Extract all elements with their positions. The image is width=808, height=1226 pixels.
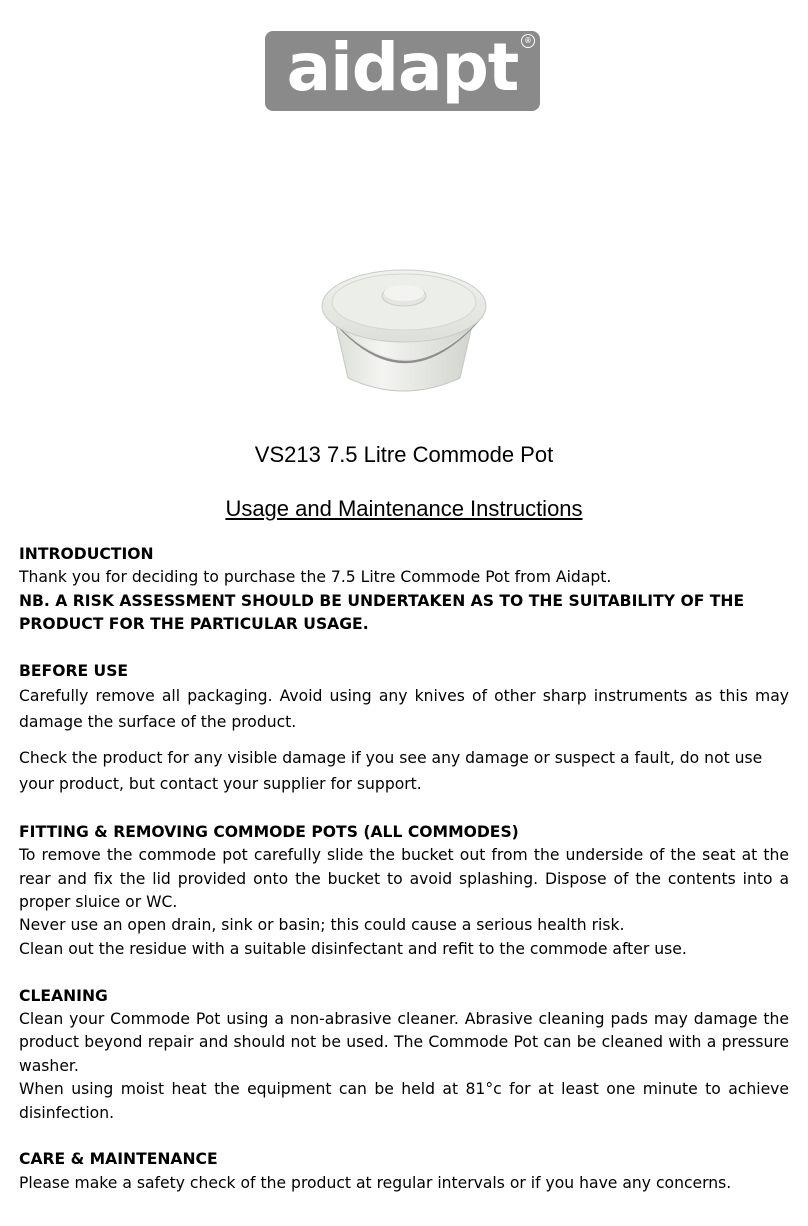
fitting-paragraph-2: Never use an open drain, sink or basin; this could cause a serious health risk.: [19, 916, 625, 935]
registered-mark: ®: [521, 34, 535, 48]
instructions-body: [19, 543, 789, 1195]
document-subtitle: Usage and Maintenance Instructions: [225, 496, 583, 521]
before-use-paragraph-1: Carefully remove all packaging. Avoid using any knives of other sharp instruments as this may damage the surface of the product.: [19, 687, 789, 732]
cleaning-paragraph-1: Clean your Commode Pot using a non-abrasive cleaner. Abrasive cleaning pads may damage the product beyond repair and should not be used. The Commode Pot can be cleaned with a pressure washer.: [19, 1010, 789, 1075]
commode-pot-image: [318, 258, 490, 398]
before-use-paragraph-2: Check the product for any visible damage if you see any damage or suspect a fault, do not use your product, but contact your supplier for support.: [19, 749, 763, 794]
care-heading: CARE & MAINTENANCE: [19, 1150, 218, 1169]
fitting-heading: FITTING & REMOVING COMMODE POTS (ALL COMMODES): [19, 822, 519, 841]
risk-warning: NB. A RISK ASSESSMENT SHOULD BE UNDERTAKEN AS TO THE SUITABILITY OF THE PRODUCT FOR THE PARTICULAR USAGE.: [19, 591, 745, 634]
logo-wordmark: aidapt: [286, 29, 519, 106]
care-paragraph-1: Please make a safety check of the product at regular intervals or if you have any concerns.: [19, 1173, 732, 1192]
document-title: VS213 7.5 Litre Commode Pot: [254, 442, 554, 467]
cleaning-heading: CLEANING: [19, 986, 108, 1005]
intro-text: Thank you for deciding to purchase the 7.5 Litre Commode Pot from Aidapt.: [19, 568, 612, 587]
before-use-heading: BEFORE USE: [19, 662, 129, 681]
cleaning-paragraph-2: When using moist heat the equipment can be held at 81°c for at least one minute to achieve disinfection.: [19, 1080, 789, 1122]
aidapt-logo: [265, 31, 540, 111]
fitting-paragraph-3: Clean out the residue with a suitable disinfectant and refit to the commode after use.: [19, 939, 687, 958]
fitting-paragraph-1: To remove the commode pot carefully slide the bucket out from the underside of the seat at the rear and fix the lid provided onto the bucket to avoid splashing. Dispose of the contents into a proper sluice or WC.: [19, 846, 789, 912]
intro-heading: INTRODUCTION: [19, 545, 154, 563]
